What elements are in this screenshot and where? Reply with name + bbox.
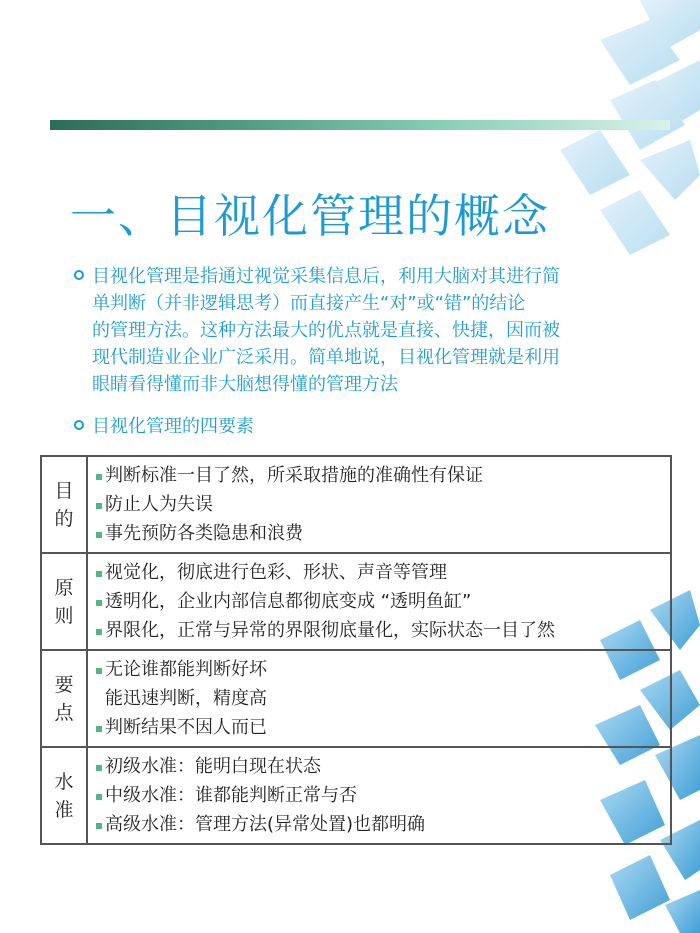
square-bullet-icon [96,571,102,577]
list-item: 高级水准：管理方法(异常处置)也都明确 [96,810,670,839]
square-bullet-icon [96,794,102,800]
list-item: 中级水准：谁都能判断正常与否 [96,781,670,810]
table-row-level [41,747,671,844]
category-cell: 水 准 [41,747,87,844]
category-cell: 目 的 [41,456,87,553]
table-row-principle [41,553,671,650]
header-gradient-bar [50,120,670,130]
list-item: 透明化，企业内部信息都彻底变成 “透明鱼缸” [96,587,670,616]
items-cell [87,553,671,650]
list-item: 初级水准：能明白现在状态 [96,752,670,781]
items-cell [87,650,671,747]
category-cell: 原 则 [41,553,87,650]
square-bullet-icon [96,629,102,635]
square-bullet-icon [96,600,102,606]
table-row-key-points [41,650,671,747]
items-cell [87,747,671,844]
elements-heading [74,413,254,440]
elements-heading-text: 目视化管理的四要素 [92,416,254,437]
square-bullet-icon [96,532,102,538]
circle-bullet-icon [74,420,84,430]
list-item: 能迅速判断，精度高 [105,688,267,709]
category-cell: 要 点 [41,650,87,747]
items-cell [87,456,671,553]
list-item: 界限化，正常与异常的界限彻底量化，实际状态一目了然 [96,616,670,645]
list-item: 事先预防各类隐患和浪费 [96,519,670,548]
list-item: 防止人为失误 [96,490,670,519]
square-bullet-icon [96,765,102,771]
circle-bullet-icon [74,270,84,280]
page-title: 一、目视化管理的概念 [70,189,550,243]
list-item: 视觉化，彻底进行色彩、形状、声音等管理 [96,558,670,587]
square-bullet-icon [96,823,102,829]
table-row-purpose [41,456,671,553]
intro-text: 目视化管理是指通过视觉采集信息后，利用大脑对其进行简 单判断（并非逻辑思考）而直接产生“对”或“错”的结论 的管理方法。这种方法最大的优点就是直接、快捷，因而被 现代制造业企业广泛采用。简单地说，目视化管理就是利用 眼睛看得懂而非大脑想得懂的管理方法 [92,266,560,395]
list-item: 无论谁都能判断好坏 [96,655,670,684]
square-bullet-icon [96,726,102,732]
square-bullet-icon [96,668,102,674]
square-bullet-icon [96,474,102,480]
list-item: 判断标准一目了然，所采取措施的准确性有保证 [96,461,670,490]
intro-paragraph [74,263,644,398]
list-item: 判断结果不因人而已 [96,713,670,742]
square-bullet-icon [96,503,102,509]
four-elements-table [40,455,672,845]
